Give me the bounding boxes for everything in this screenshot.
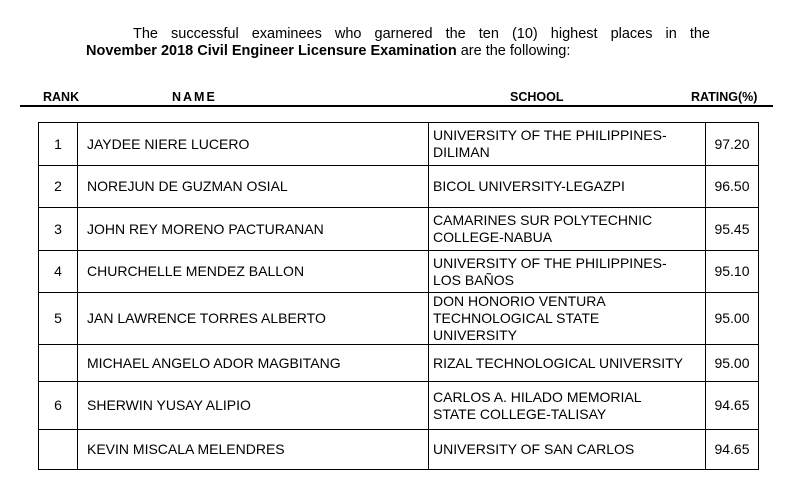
name-cell: JAYDEE NIERE LUCERO xyxy=(78,123,429,166)
table-row xyxy=(39,251,759,293)
rank-cell: 3 xyxy=(39,208,78,251)
school-cell xyxy=(429,293,706,345)
table-row xyxy=(39,382,759,430)
school-cell xyxy=(429,430,706,470)
rank-cell: 2 xyxy=(39,166,78,208)
intro-line-1: The successful examinees who garnered the ten (10) highest places in the xyxy=(133,26,710,42)
school-cell xyxy=(429,345,706,382)
table-row xyxy=(39,345,759,382)
intro-paragraph xyxy=(86,26,710,60)
rank-cell: 1 xyxy=(39,123,78,166)
exam-title: November 2018 Civil Engineer Licensure Examination xyxy=(86,43,457,59)
school-line: DILIMAN xyxy=(433,144,490,160)
header-name: NAME xyxy=(172,90,217,104)
table-row xyxy=(39,293,759,345)
name-cell: NOREJUN DE GUZMAN OSIAL xyxy=(78,166,429,208)
table-row xyxy=(39,208,759,251)
rating-cell: 96.50 xyxy=(706,166,759,208)
school-line: STATE COLLEGE-TALISAY xyxy=(433,405,607,422)
school-line: UNIVERSITY OF SAN CARLOS xyxy=(433,441,635,457)
school-line: DON HONORIO VENTURA xyxy=(433,293,606,309)
school-cell xyxy=(429,251,706,293)
rating-cell: 95.00 xyxy=(706,293,759,345)
name-cell: MICHAEL ANGELO ADOR MAGBITANG xyxy=(78,345,429,382)
rating-cell: 95.10 xyxy=(706,251,759,293)
name-cell: SHERWIN YUSAY ALIPIO xyxy=(78,382,429,430)
rating-cell: 97.20 xyxy=(706,123,759,166)
school-line: TECHNOLOGICAL STATE xyxy=(433,310,600,326)
results-table-body xyxy=(39,123,759,470)
header-divider xyxy=(20,105,773,107)
rating-cell: 94.65 xyxy=(706,382,759,430)
rank-cell xyxy=(39,345,78,382)
name-cell: KEVIN MISCALA MELENDRES xyxy=(78,430,429,470)
table-row xyxy=(39,166,759,208)
school-line: CARLOS A. HILADO MEMORIAL xyxy=(433,388,642,405)
school-cell xyxy=(429,166,706,208)
name-cell: CHURCHELLE MENDEZ BALLON xyxy=(78,251,429,293)
header-rating: RATING(%) xyxy=(691,90,758,104)
school-cell xyxy=(429,208,706,251)
school-cell xyxy=(429,123,706,166)
school-line: LOS BAÑOS xyxy=(433,271,514,288)
school-line: RIZAL TECHNOLOGICAL UNIVERSITY xyxy=(433,354,683,371)
rating-cell: 95.00 xyxy=(706,345,759,382)
rank-cell xyxy=(39,430,78,470)
header-rank: RANK xyxy=(43,90,80,104)
rank-cell: 4 xyxy=(39,251,78,293)
intro-line-2 xyxy=(86,43,710,60)
rank-cell: 6 xyxy=(39,382,78,430)
table-row xyxy=(39,123,759,166)
rank-cell: 5 xyxy=(39,293,78,345)
rating-cell: 94.65 xyxy=(706,430,759,470)
header-school: SCHOOL xyxy=(510,90,564,104)
school-line: COLLEGE-NABUA xyxy=(433,229,553,245)
intro-line-2-rest: are the following: xyxy=(456,43,571,59)
name-cell: JOHN REY MORENO PACTURANAN xyxy=(78,208,429,251)
school-line: UNIVERSITY OF THE PHILIPPINES- xyxy=(433,127,667,143)
rating-cell: 95.45 xyxy=(706,208,759,251)
school-line: CAMARINES SUR POLYTECHNIC xyxy=(433,212,653,228)
school-line: BICOL UNIVERSITY-LEGAZPI xyxy=(433,178,625,194)
table-row xyxy=(39,430,759,470)
school-cell xyxy=(429,382,706,430)
results-table xyxy=(38,122,759,470)
school-line: UNIVERSITY OF THE PHILIPPINES- xyxy=(433,254,667,271)
name-cell: JAN LAWRENCE TORRES ALBERTO xyxy=(78,293,429,345)
school-line: UNIVERSITY xyxy=(433,327,518,343)
